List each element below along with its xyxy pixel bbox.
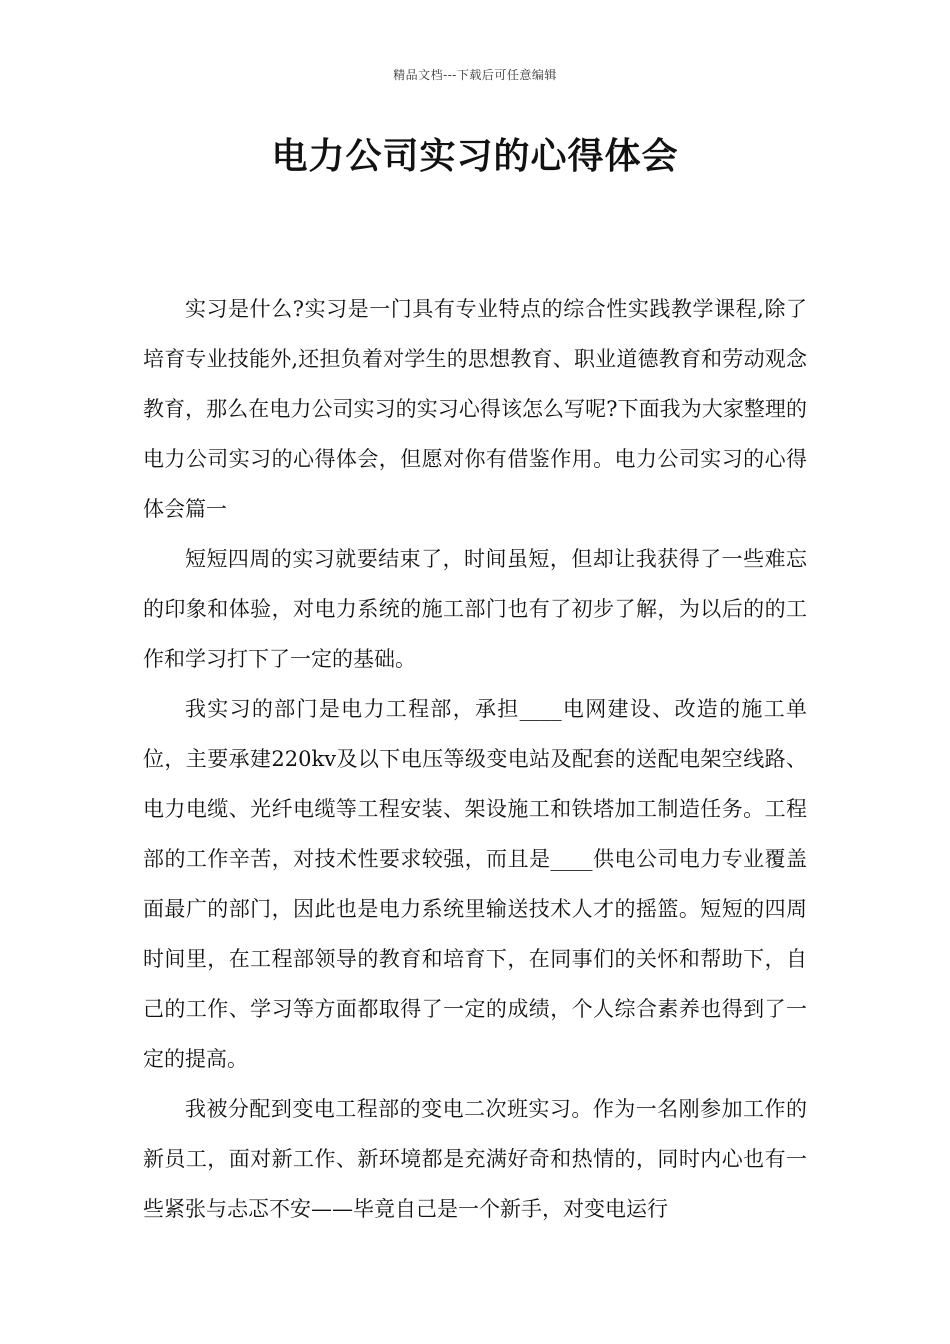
paragraph: 我实习的部门是电力工程部，承担____电网建设、改造的施工单位，主要承建220kv及以下电压等级变电站及配套的送配电架空线路、电力电缆、光纤电缆等工程安装、架设施工和铁塔加工制造任务。工程部的工作辛苦，对技术性要求较强，而且是____供电公司电力专业覆盖面最广的部门，因此也是电力系统里输送技术人才的摇篮。短短的四周时间里，在工程部领导的教育和培育下，在同事们的关怀和帮助下，自己的工作、学习等方面都取得了一定的成绩，个人综合素养也得到了一定的提高。 [143,697,807,1071]
paragraph: 我被分配到变电工程部的变电二次班实习。作为一名刚参加工作的新员工，面对新工作、新环境都是充满好奇和热情的，同时内心也有一些紧张与忐忑不安——毕竟自己是一个新手，对变电运行 [143,1097,807,1221]
document-title: 电力公司实习的心得体会 [271,135,679,177]
paragraph: 实习是什么?实习是一门具有专业特点的综合性实践教学课程,除了培育专业技能外,还担负着对学生的思想教育、职业道德教育和劳动观念教育，那么在电力公司实习的实习心得该怎么写呢?下面我为大家整理的电力公司实习的心得体会，但愿对你有借鉴作用。电力公司实习的心得体会篇一 [143,297,807,521]
header-note: 精品文档---下载后可任意编辑 [393,68,557,82]
document-body [143,284,807,1234]
paragraph: 短短四周的实习就要结束了，时间虽短，但却让我获得了一些难忘的印象和体验，对电力系统的施工部门也有了初步了解，为以后的的工作和学习打下了一定的基础。 [143,547,807,671]
